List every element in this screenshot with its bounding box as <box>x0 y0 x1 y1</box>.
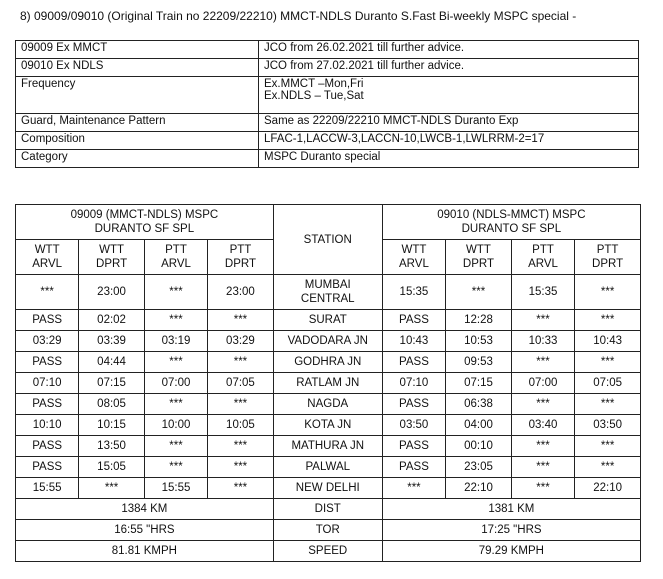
summary-row <box>16 499 641 520</box>
down-time-cell: *** <box>575 310 641 331</box>
station-name-line2: CENTRAL <box>300 293 355 305</box>
down-time-cell: 10:43 <box>575 331 641 352</box>
info-label: 09009 Ex MMCT <box>16 41 259 59</box>
table-row <box>16 352 641 373</box>
col-head-line1: PTT <box>229 244 252 256</box>
station-cell: NAGDA <box>273 394 382 415</box>
info-value: Same as 22209/22210 MMCT-NDLS Duranto Exp <box>259 114 639 132</box>
up-summary-value: 16:55 "HRS <box>16 520 274 541</box>
up-time-cell: *** <box>208 310 274 331</box>
table-row <box>16 415 641 436</box>
col-head-wtt-dprt <box>446 240 512 275</box>
station-cell: KOTA JN <box>273 415 382 436</box>
down-time-cell: *** <box>511 352 574 373</box>
down-time-cell: *** <box>511 457 574 478</box>
col-head-ptt-arvl <box>144 240 207 275</box>
col-head-line1: WTT <box>34 244 60 256</box>
up-time-cell: *** <box>208 457 274 478</box>
down-time-cell: 12:28 <box>446 310 512 331</box>
train-info-table <box>15 40 639 168</box>
up-time-cell: *** <box>144 352 207 373</box>
up-time-cell: 04:44 <box>79 352 145 373</box>
down-time-cell: *** <box>575 457 641 478</box>
up-time-cell: 08:05 <box>79 394 145 415</box>
up-time-cell: 02:02 <box>79 310 145 331</box>
down-time-cell: *** <box>575 436 641 457</box>
up-time-cell: 13:50 <box>79 436 145 457</box>
col-head-line1: PTT <box>596 244 619 256</box>
station-cell: VADODARA JN <box>273 331 382 352</box>
up-time-cell: 10:10 <box>16 415 79 436</box>
summary-row <box>16 541 641 562</box>
info-value <box>259 77 639 114</box>
table-row <box>16 394 641 415</box>
up-time-cell: 10:05 <box>208 415 274 436</box>
down-time-cell: 03:50 <box>575 415 641 436</box>
station-cell: NEW DELHI <box>273 478 382 499</box>
down-train-title: 09010 (NDLS-MMCT) MSPC DURANTO SF SPL <box>382 205 640 240</box>
up-time-cell: 23:00 <box>208 275 274 310</box>
col-head-line2: ARVL <box>161 258 191 270</box>
col-head-ptt-arvl <box>511 240 574 275</box>
col-head-line1: WTT <box>99 244 125 256</box>
info-value: JCO from 27.02.2021 till further advice. <box>259 59 639 77</box>
summary-label: TOR <box>273 520 382 541</box>
up-summary-value: 81.81 KMPH <box>16 541 274 562</box>
station-cell: RATLAM JN <box>273 373 382 394</box>
up-time-cell: *** <box>208 352 274 373</box>
down-summary-value: 1381 KM <box>382 499 640 520</box>
up-time-cell: 23:00 <box>79 275 145 310</box>
up-time-cell: 07:10 <box>16 373 79 394</box>
up-summary-value: 1384 KM <box>16 499 274 520</box>
down-time-cell: *** <box>511 436 574 457</box>
up-time-cell: *** <box>208 394 274 415</box>
col-head-line2: ARVL <box>399 258 429 270</box>
table-row <box>16 331 641 352</box>
table-row <box>16 457 641 478</box>
station-cell <box>273 275 382 310</box>
up-time-cell: *** <box>79 478 145 499</box>
down-time-cell: *** <box>511 394 574 415</box>
col-head-line1: WTT <box>401 244 427 256</box>
summary-row <box>16 520 641 541</box>
summary-label: SPEED <box>273 541 382 562</box>
info-label: Frequency <box>16 77 259 114</box>
up-time-cell: 15:55 <box>144 478 207 499</box>
info-row <box>16 77 639 114</box>
col-head-line1: WTT <box>466 244 491 256</box>
down-time-cell: *** <box>446 275 512 310</box>
up-time-cell: PASS <box>16 310 79 331</box>
up-time-cell: 03:39 <box>79 331 145 352</box>
table-row <box>16 275 641 310</box>
down-time-cell: 03:40 <box>511 415 574 436</box>
down-time-cell: 03:50 <box>382 415 445 436</box>
down-time-cell: 07:00 <box>511 373 574 394</box>
col-head-ptt-dprt <box>575 240 641 275</box>
down-time-cell: *** <box>511 478 574 499</box>
down-time-cell: 00:10 <box>446 436 512 457</box>
down-time-cell: 22:10 <box>446 478 512 499</box>
up-time-cell: 07:05 <box>208 373 274 394</box>
up-time-cell: 07:00 <box>144 373 207 394</box>
down-summary-value: 17:25 "HRS <box>382 520 640 541</box>
col-head-line2: DPRT <box>96 258 128 270</box>
up-time-cell: *** <box>144 275 207 310</box>
down-time-cell: 07:10 <box>382 373 445 394</box>
info-row <box>16 114 639 132</box>
schedule-title-row <box>16 205 641 240</box>
col-head-wtt-arvl <box>16 240 79 275</box>
col-head-line2: ARVL <box>528 258 558 270</box>
info-value: JCO from 26.02.2021 till further advice. <box>259 41 639 59</box>
down-time-cell: 23:05 <box>446 457 512 478</box>
down-time-cell: PASS <box>382 352 445 373</box>
station-cell: SURAT <box>273 310 382 331</box>
info-value: MSPC Duranto special <box>259 150 639 168</box>
info-row <box>16 150 639 168</box>
down-time-cell: 07:15 <box>446 373 512 394</box>
up-time-cell: 07:15 <box>79 373 145 394</box>
col-head-line2: DPRT <box>592 258 624 270</box>
up-time-cell: *** <box>208 478 274 499</box>
down-time-cell: 07:05 <box>575 373 641 394</box>
down-time-cell: *** <box>575 394 641 415</box>
up-time-cell: 10:15 <box>79 415 145 436</box>
info-label: Composition <box>16 132 259 150</box>
down-summary-value: 79.29 KMPH <box>382 541 640 562</box>
col-head-line2: ARVL <box>32 258 63 270</box>
summary-label: DIST <box>273 499 382 520</box>
frequency-ndls: Ex.NDLS – Tue,Sat <box>264 90 364 102</box>
table-row <box>16 436 641 457</box>
col-head-line2: DPRT <box>462 258 495 270</box>
up-time-cell: *** <box>208 436 274 457</box>
up-time-cell: PASS <box>16 457 79 478</box>
down-time-cell: 22:10 <box>575 478 641 499</box>
down-time-cell: PASS <box>382 394 445 415</box>
section-heading: 8) 09009/09010 (Original Train no 22209/22210) MMCT-NDLS Duranto S.Fast Bi-weekly MSPC special - <box>20 9 577 23</box>
down-time-cell: PASS <box>382 310 445 331</box>
station-cell: PALWAL <box>273 457 382 478</box>
info-row <box>16 132 639 150</box>
down-time-cell: 06:38 <box>446 394 512 415</box>
station-cell: GODHRA JN <box>273 352 382 373</box>
down-time-cell: 10:33 <box>511 331 574 352</box>
info-label: Category <box>16 150 259 168</box>
info-value: LFAC-1,LACCW-3,LACCN-10,LWCB-1,LWLRRM-2=17 <box>259 132 639 150</box>
down-time-cell: *** <box>382 478 445 499</box>
col-head-line1: PTT <box>165 244 187 256</box>
down-time-cell: 15:35 <box>382 275 445 310</box>
up-time-cell: *** <box>144 394 207 415</box>
up-time-cell: *** <box>16 275 79 310</box>
down-time-cell: *** <box>575 275 641 310</box>
up-time-cell: *** <box>144 436 207 457</box>
table-row <box>16 478 641 499</box>
info-label: Guard, Maintenance Pattern <box>16 114 259 132</box>
col-head-wtt-dprt <box>79 240 145 275</box>
station-name-line1: MUMBAI <box>304 279 351 291</box>
up-time-cell: 03:19 <box>144 331 207 352</box>
col-head-wtt-arvl <box>382 240 445 275</box>
up-time-cell: PASS <box>16 436 79 457</box>
up-time-cell: *** <box>144 310 207 331</box>
table-row <box>16 373 641 394</box>
down-time-cell: PASS <box>382 436 445 457</box>
up-time-cell: 15:05 <box>79 457 145 478</box>
up-train-title: 09009 (MMCT-NDLS) MSPC DURANTO SF SPL <box>16 205 274 240</box>
col-head-line1: PTT <box>532 244 554 256</box>
down-time-cell: PASS <box>382 457 445 478</box>
schedule-table <box>15 204 641 562</box>
station-header: STATION <box>273 205 382 275</box>
up-time-cell: *** <box>144 457 207 478</box>
down-time-cell: *** <box>575 352 641 373</box>
info-label: 09010 Ex NDLS <box>16 59 259 77</box>
down-time-cell: *** <box>511 310 574 331</box>
station-cell: MATHURA JN <box>273 436 382 457</box>
table-row <box>16 310 641 331</box>
down-time-cell: 10:53 <box>446 331 512 352</box>
up-time-cell: 15:55 <box>16 478 79 499</box>
info-row <box>16 41 639 59</box>
down-time-cell: 15:35 <box>511 275 574 310</box>
up-time-cell: 03:29 <box>16 331 79 352</box>
down-time-cell: 10:43 <box>382 331 445 352</box>
down-time-cell: 04:00 <box>446 415 512 436</box>
up-time-cell: PASS <box>16 352 79 373</box>
frequency-mmct: Ex.MMCT –Mon,Fri <box>264 78 364 90</box>
up-time-cell: PASS <box>16 394 79 415</box>
up-time-cell: 10:00 <box>144 415 207 436</box>
col-head-line2: DPRT <box>224 258 256 270</box>
info-row <box>16 59 639 77</box>
up-time-cell: 03:29 <box>208 331 274 352</box>
col-head-ptt-dprt <box>208 240 274 275</box>
down-time-cell: 09:53 <box>446 352 512 373</box>
